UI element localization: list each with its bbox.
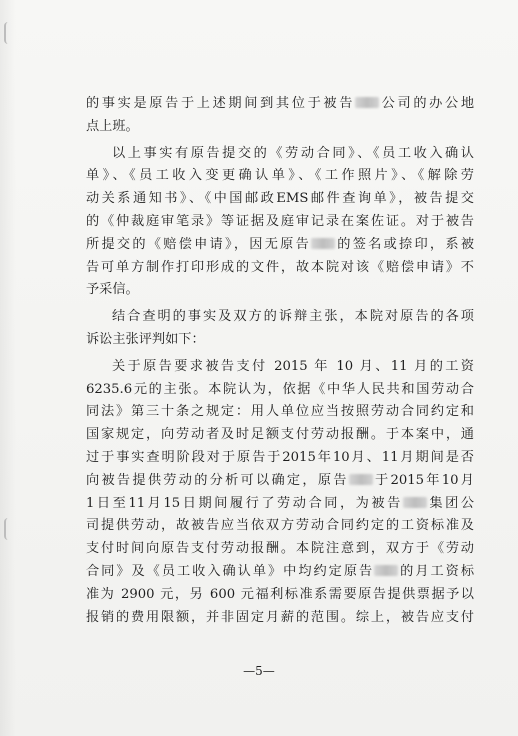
text-segment: 的事实是原告于上述期间到其位于被告 — [86, 96, 356, 111]
text-line — [86, 116, 474, 139]
text-segment: 6235.6元的主张。本院认为，依据《中华人民共和国劳动合 — [86, 381, 474, 397]
binder-hole-mark — [4, 22, 12, 44]
text-segment: 予采信。 — [86, 282, 139, 298]
text-segment: 支付时间向原告支付劳动报酬。本院注意到，双方于《劳动 — [86, 541, 474, 557]
text-line — [86, 257, 474, 280]
text-line — [86, 143, 474, 166]
text-line — [86, 356, 474, 379]
redacted-name — [403, 497, 427, 508]
text-segment: 点上班。 — [86, 118, 139, 134]
text-line — [86, 424, 474, 447]
text-segment: 所提交的《赔偿申请》，因无原告 — [86, 236, 312, 252]
text-segment: 动关系通知书》、《中国邮政EMS邮件查询单》，被告提交 — [86, 191, 474, 207]
text-line — [86, 379, 474, 402]
text-segment: 报销的费用限额，并非固定月薪的范围。综上，被告应支付 — [86, 609, 474, 625]
text-segment: 的《仲裁庭审笔录》等证据及庭审记录在案佐证。对于被告 — [86, 213, 474, 229]
text-line — [86, 538, 474, 561]
text-line — [86, 584, 474, 607]
text-segment: 的月工资标 — [398, 563, 475, 579]
binder-hole-mark — [4, 518, 12, 540]
text-line — [86, 306, 474, 329]
paragraph — [86, 306, 474, 352]
text-line — [86, 211, 474, 234]
redacted-name — [355, 97, 379, 108]
paragraph — [86, 93, 474, 139]
text-segment: 单》、《员工收入变更确认单》、《工作照片》、《解除劳 — [86, 168, 474, 184]
text-line — [86, 515, 474, 538]
text-line — [86, 607, 474, 630]
text-segment: 诉讼主张评判如下： — [86, 331, 205, 347]
text-line — [86, 470, 474, 493]
redacted-name — [311, 238, 335, 249]
text-line — [86, 401, 474, 424]
text-line — [86, 493, 474, 516]
text-line — [86, 188, 474, 211]
text-line — [86, 93, 474, 116]
text-segment: 结合查明的事实及双方的诉辩主张，本院对原告的各项 — [112, 309, 474, 325]
paragraph — [86, 356, 474, 630]
text-segment: 同法》第三十条之规定：用人单位应当按照劳动合同约定和 — [86, 404, 474, 420]
text-segment: 集团公 — [426, 495, 475, 511]
text-line — [86, 329, 474, 352]
text-segment: 的签名或捺印，系被 — [335, 236, 475, 252]
text-line — [86, 447, 474, 470]
text-segment: 合同》及《员工收入确认单》中均约定原告 — [86, 563, 375, 579]
scan-edge-shadow — [0, 0, 16, 736]
redacted-name — [349, 474, 373, 485]
text-segment: 过于事实查明阶段对于原告于2015年10月、11月期间是否 — [86, 449, 474, 465]
text-segment: 国家规定，向劳动者及时足额支付劳动报酬。于本案中，通 — [86, 427, 474, 443]
text-segment: 准为 2900 元，另 600 元福利标准系需要原告提供票据予以 — [86, 586, 474, 602]
text-line — [86, 561, 474, 584]
text-segment: 公司的办公地 — [379, 96, 475, 111]
text-segment: 1日至11月15日期间履行了劳动合同，为被告 — [86, 495, 403, 511]
text-line — [86, 279, 474, 302]
text-segment: 以上事实有原告提交的《劳动合同》、《员工收入确认 — [112, 145, 474, 161]
text-segment: 于2015年10月 — [372, 472, 474, 488]
text-line — [86, 165, 474, 188]
text-segment: 告可单方制作打印形成的文件，故本院对该《赔偿申请》不 — [86, 259, 474, 275]
text-segment: 向被告提供劳动的分析可以确定，原告 — [86, 472, 349, 488]
paragraph — [86, 143, 474, 303]
page-number: —5— — [243, 664, 275, 678]
document-body — [86, 93, 474, 629]
text-line — [86, 234, 474, 257]
text-segment: 司提供劳动，故被告应当依双方劳动合同约定的工资标准及 — [86, 518, 474, 534]
text-segment: 关于原告要求被告支付 2015 年 10 月、11 月的工资 — [112, 358, 474, 374]
redacted-name — [374, 565, 398, 576]
